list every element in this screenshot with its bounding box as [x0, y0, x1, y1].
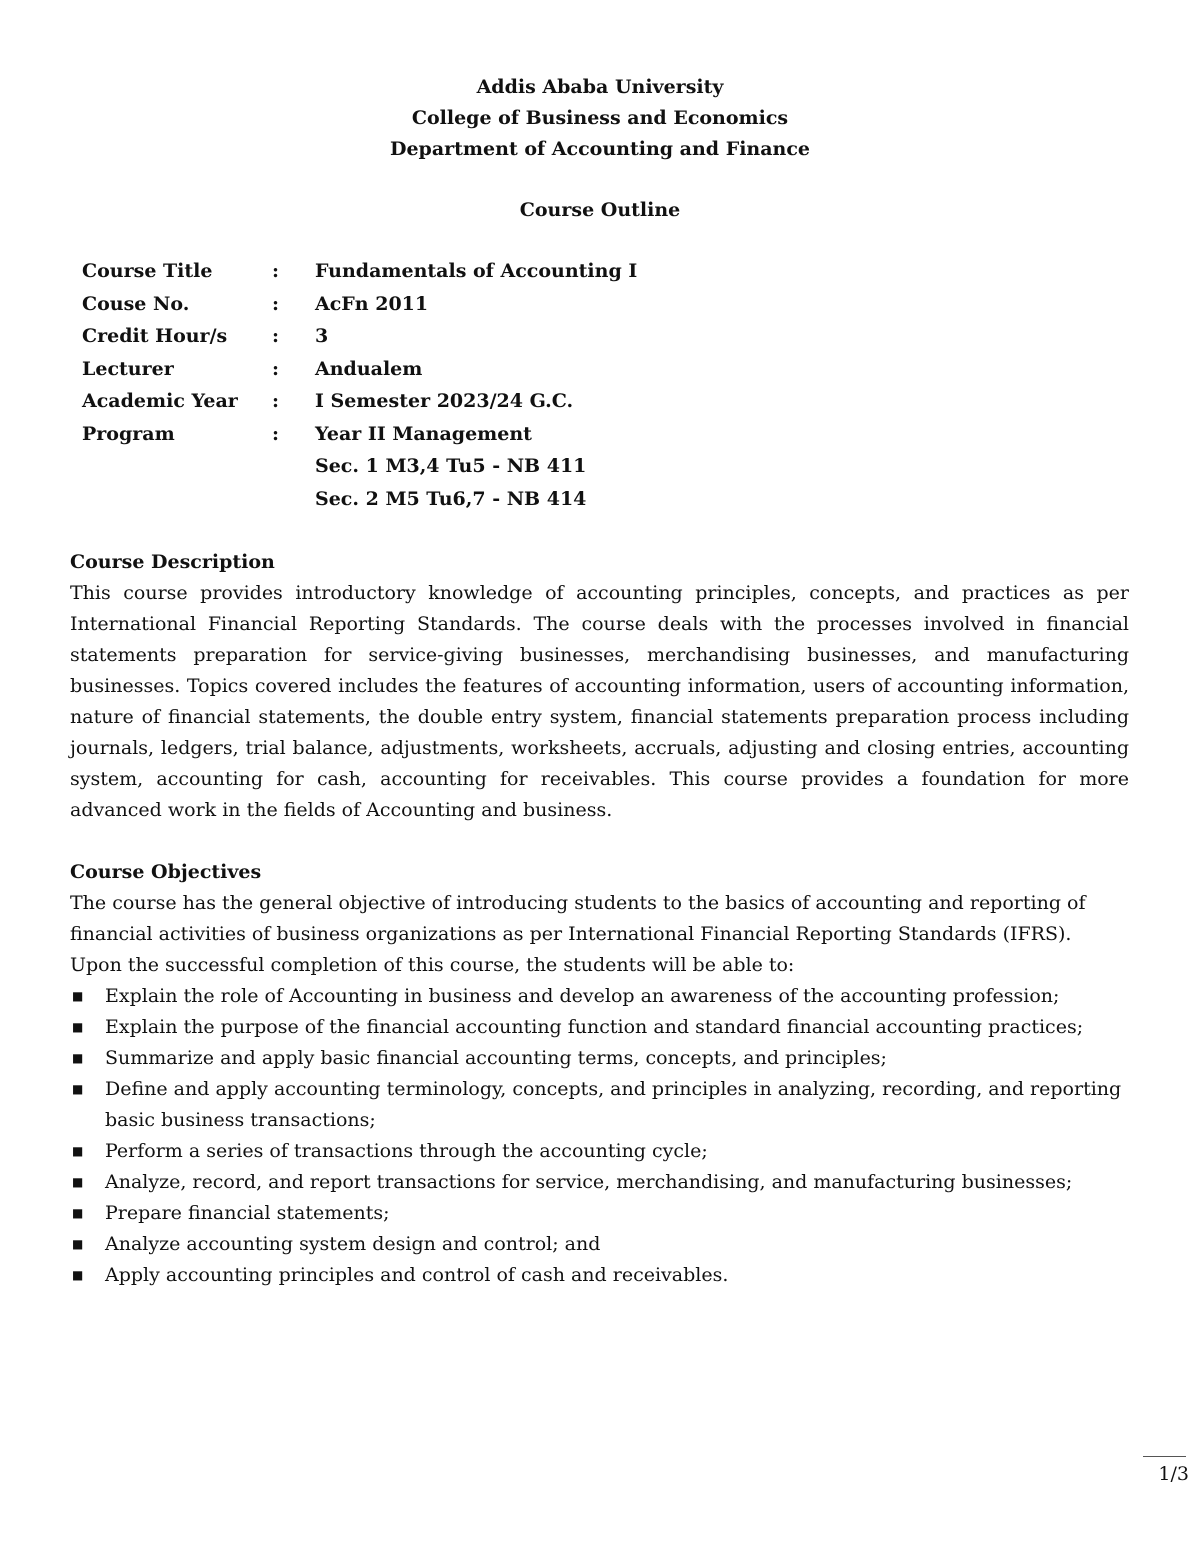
- info-value: I Semester 2023/24 G.C.: [315, 390, 574, 412]
- page-number: 1/3: [1158, 1463, 1189, 1485]
- objective-text: Perform a series of transactions through the accounting cycle;: [105, 1140, 708, 1162]
- objectives-list: [70, 981, 1129, 1291]
- objective-text: Define and apply accounting terminology, concepts, and principles in analyzing, recording, and reporting basic business transactions;: [105, 1078, 1122, 1131]
- info-label: Program: [82, 422, 175, 445]
- footer-divider: [1143, 1456, 1186, 1457]
- list-item: [70, 1012, 1129, 1043]
- list-item: [70, 1167, 1129, 1198]
- section-schedule: Sec. 1 M3,4 Tu5 - NB 411: [315, 455, 587, 477]
- info-value: Fundamentals of Accounting I: [315, 260, 638, 282]
- bullet-icon: ■: [72, 1144, 84, 1158]
- list-item: [70, 1043, 1129, 1074]
- bullet-icon: ■: [72, 1175, 84, 1189]
- info-value: Year II Management: [315, 422, 532, 445]
- bullet-icon: ■: [72, 989, 84, 1003]
- objective-text: Apply accounting principles and control of cash and receivables.: [105, 1264, 729, 1286]
- outline-title: Course Outline: [519, 199, 681, 221]
- info-colon: :: [272, 422, 280, 445]
- list-item: [70, 1229, 1129, 1260]
- list-item: [70, 981, 1129, 1012]
- info-colon: :: [272, 292, 280, 315]
- list-item: [70, 1260, 1129, 1291]
- bullet-icon: ■: [72, 1082, 84, 1096]
- info-label: Course Title: [82, 260, 213, 282]
- bullet-icon: ■: [72, 1237, 84, 1251]
- objective-text: Explain the role of Accounting in business and develop an awareness of the accounting profession;: [105, 985, 1060, 1007]
- list-item: [70, 1074, 1129, 1136]
- objectives-intro: The course has the general objective of introducing students to the basics of accounting and reporting of financial activities of business organizations as per International Financial Reporting Standards (IFRS). Upon the successful completion of this course, the students will be able to:: [70, 892, 1086, 976]
- objective-text: Analyze, record, and report transactions for service, merchandising, and manufacturing businesses;: [105, 1171, 1073, 1193]
- info-value: AcFn 2011: [315, 292, 429, 315]
- info-value: Andualem: [315, 357, 423, 380]
- list-item: [70, 1136, 1129, 1167]
- bullet-icon: ■: [72, 1206, 84, 1220]
- info-label: Credit Hour/s: [82, 325, 228, 347]
- info-colon: :: [272, 260, 280, 282]
- university-name: Addis Ababa University: [476, 76, 724, 98]
- info-label: Academic Year: [82, 390, 238, 412]
- info-colon: :: [272, 390, 280, 412]
- info-colon: :: [272, 357, 280, 380]
- department-name: Department of Accounting and Finance: [389, 138, 811, 160]
- info-value: 3: [315, 325, 329, 347]
- objective-text: Explain the purpose of the financial accounting function and standard financial accounting practices;: [105, 1016, 1084, 1038]
- info-label: Couse No.: [82, 292, 190, 315]
- bullet-icon: ■: [72, 1268, 84, 1282]
- bullet-icon: ■: [72, 1020, 84, 1034]
- college-name: College of Business and Economics: [411, 107, 789, 129]
- objective-text: Summarize and apply basic financial accounting terms, concepts, and principles;: [105, 1047, 887, 1069]
- info-label: Lecturer: [82, 357, 174, 380]
- bullet-icon: ■: [72, 1051, 84, 1065]
- description-text: This course provides introductory knowledge of accounting principles, concepts, and practices as per International Financial Reporting Standards. The course deals with the processes involved in financial statements preparation for service-giving businesses, merchandising businesses, and manufacturing businesses. Topics covered includes the features of accounting information, users of accounting information, nature of financial statements, the double entry system, financial statements preparation process including journals, ledgers, trial balance, adjustments, worksheets, accruals, adjusting and closing entries, accounting system, accounting for cash, accounting for receivables. This course provides a foundation for more advanced work in the fields of Accounting and business.: [70, 582, 1129, 821]
- list-item: [70, 1198, 1129, 1229]
- section-schedule: Sec. 2 M5 Tu6,7 - NB 414: [315, 487, 587, 510]
- objective-text: Analyze accounting system design and control; and: [105, 1233, 601, 1255]
- description-heading: Course Description: [70, 551, 275, 573]
- document-header: [0, 72, 1200, 165]
- objective-text: Prepare financial statements;: [105, 1202, 390, 1224]
- objectives-heading: Course Objectives: [70, 861, 262, 883]
- info-colon: :: [272, 325, 280, 347]
